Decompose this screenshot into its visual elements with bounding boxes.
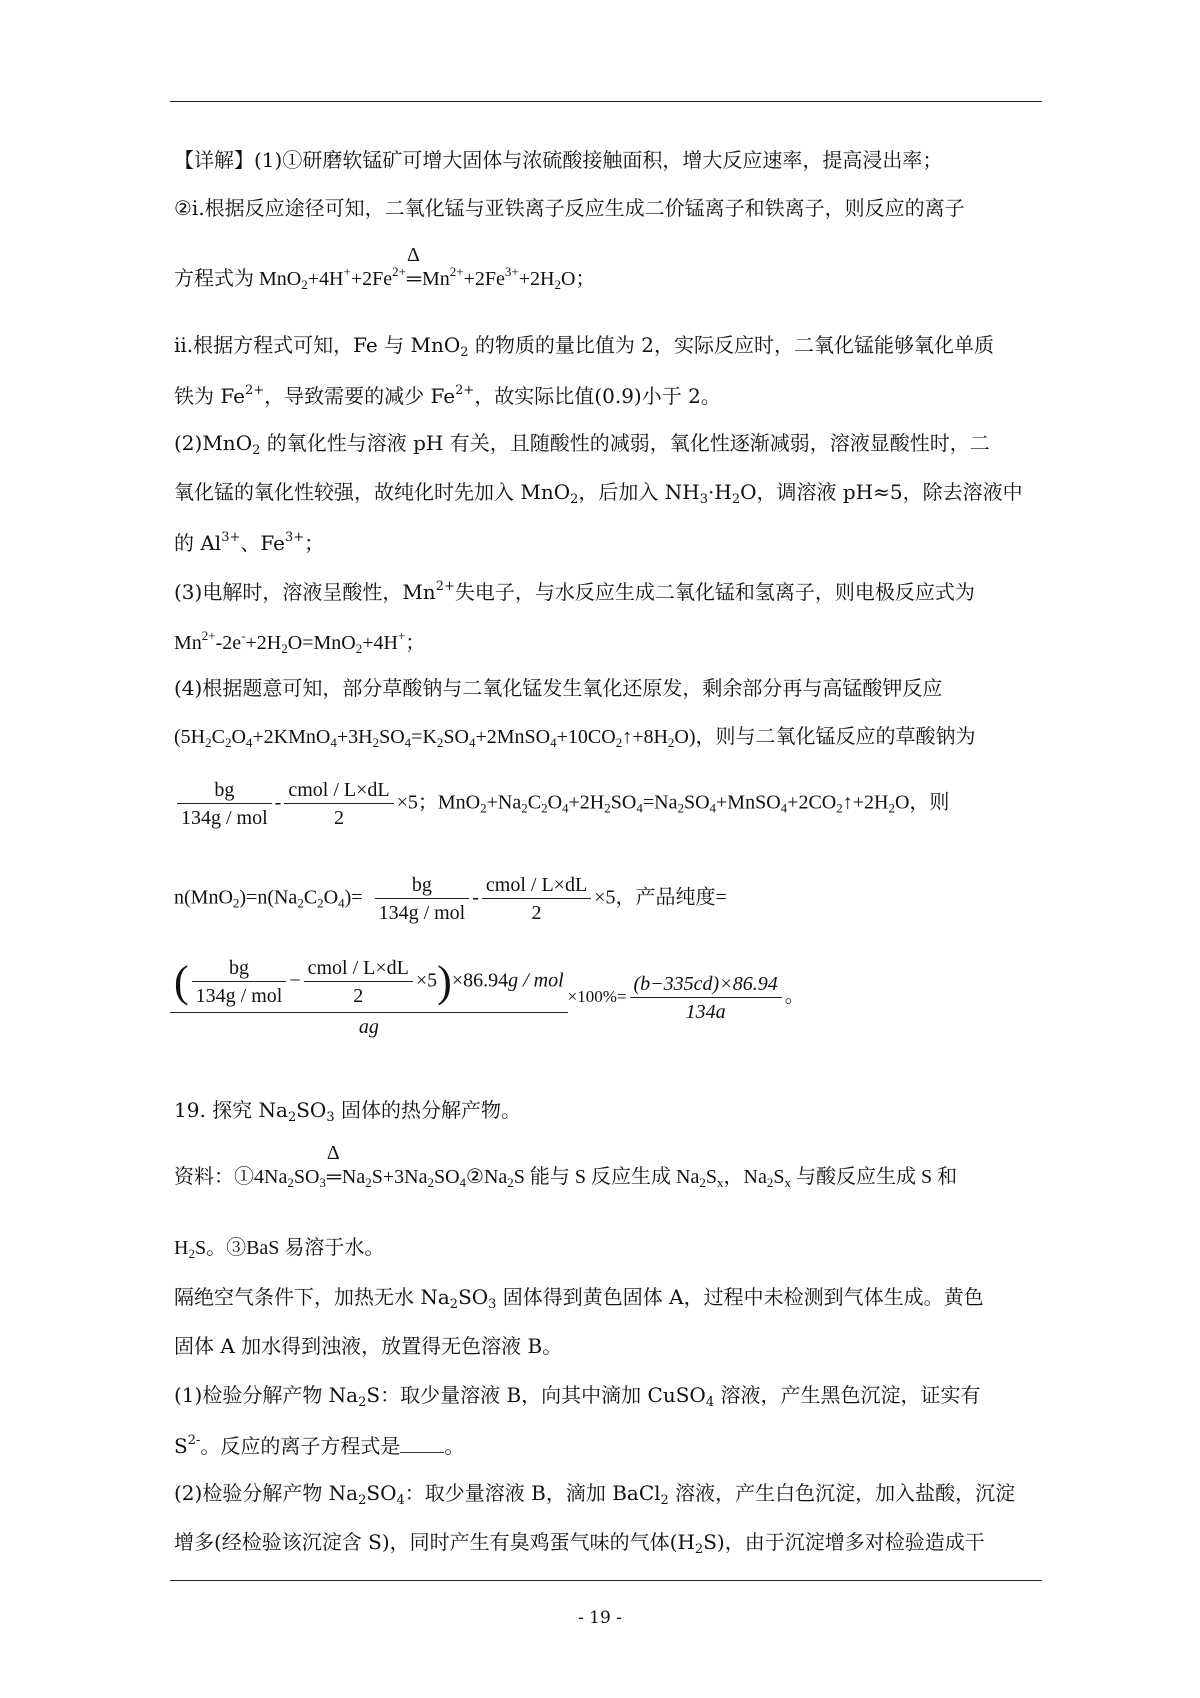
text-line: 的 $Al^{3+}$、$Fe^{3+}$； xyxy=(174,530,325,555)
text-line: $H_2S$。③BaS 易溶于水。 xyxy=(174,1237,385,1261)
text-line: 【详解】(1)①研磨软锰矿可增大固体与浓硫酸接触面积，增大反应速率，提高浸出率； xyxy=(174,148,943,172)
question-title: 19. 探究 $Na_2SO_3$ 固体的热分解产物。 xyxy=(174,1098,521,1125)
text-line: 铁为 $Fe^{2+}$，导致需要的减少 $Fe^{2+}$，故实际比值(0.9)小于 2。 xyxy=(174,383,721,408)
purity-formula: ( $\frac{bg}{\text{134g / mol}}$ − $\frac{\text{cmol / L×dL}}{2}$ ×5)×86.94g / mol ag ×100%= $\frac{(b-335cd)\times 86.94}{134a}$ 。 xyxy=(170,958,805,1037)
page-number: - 19 - xyxy=(578,1608,622,1628)
text-line: (2)MnO$_2$ 的氧化性与溶液 pH 有关，且随酸性的减弱，氧化性逐渐减弱，溶液显酸性时，二 xyxy=(174,431,990,458)
text-line: 氧化锰的氧化性较强，故纯化时先加入 MnO$_2$，后加入 $NH_3\cdot H_2O$，调溶液 pH≈5，除去溶液中 xyxy=(174,480,1023,507)
text-line: (4)根据题意可知，部分草酸钠与二氧化锰发生氧化还原发，剩余部分再与高锰酸钾反应 xyxy=(174,676,943,700)
answer-blank[interactable] xyxy=(400,1438,444,1453)
fraction: $\frac{bg}{\text{134g / mol}}$ xyxy=(192,958,287,1006)
fraction: $\frac{bg}{\text{134g / mol}}$ xyxy=(177,780,272,828)
top-rule xyxy=(170,101,1042,102)
text-line: (1)检验分解产物 $Na_2S$：取少量溶液 B，向其中滴加 CuSO$_4$ 溶液，产生黑色沉淀，证实有 xyxy=(174,1383,981,1410)
text-line: ii.根据方程式可知，Fe 与 MnO$_2$ 的物质的量比值为 2，实际反应时，二氧化锰能够氧化单质 xyxy=(174,333,994,360)
text-line: ②i.根据反应途径可知，二氧化锰与亚铁离子反应生成二价锰离子和铁离子，则反应的离子 xyxy=(174,196,965,220)
fraction: $\frac{\text{cmol / L×dL}}{2}$ xyxy=(304,958,413,1006)
formula-line: $n(MnO_2)=n(Na_2C_2O_4)=$ $\frac{bg}{\text{134g / mol}}$ - $\frac{\text{cmol / L×dL}}{2}$ ×5，产品纯度= xyxy=(174,874,727,924)
fraction: $\frac{(b-335cd)\times 86.94}{134a}$ xyxy=(630,974,782,1022)
fraction: $\frac{\text{cmol / L×dL}}{2}$ xyxy=(482,875,591,923)
formula-line: $\frac{bg}{\text{134g / mol}}$ - $\frac{\text{cmol / L×dL}}{2}$ ×5；$MnO_2+Na_2C_2O_4+2H_2SO_4=Na_2SO_4+MnSO_4+2CO_2↑+2H_2O$，则 xyxy=(174,780,949,828)
text-line: $S^{2-}$。反应的离子方程式是 。 xyxy=(174,1433,465,1458)
text-line: 固体 A 加水得到浊液，放置得无色溶液 B。 xyxy=(174,1334,563,1358)
electrode-equation: $Mn^{2+}-2e^-+2H_2O=MnO_2+4H^+$； xyxy=(174,628,426,656)
reference-data: 资料：$①4Na_2SO_3$ Δ $═Na_2S+3Na_2SO_4②Na_2S$ 能与 S 反应生成 $Na_2S_x$，$Na_2S_x$ 与酸反应生成 S 和 xyxy=(174,1142,958,1190)
ionic-equation: 方程式为 $MnO_2+4H^++2Fe^{2+}$ Δ $═Mn^{2+}+2Fe^{3+}+2H_2O$； xyxy=(174,244,596,292)
text-line: $(5H_2C_2O_4+2KMnO_4+3H_2SO_4=K_2SO_4+2MnSO_4+10CO_2↑+8H_2O)$，则与二氧化锰反应的草酸钠为 xyxy=(174,726,976,750)
text-line: 增多(经检验该沉淀含 S)，同时产生有臭鸡蛋气味的气体$(H_2S)$，由于沉淀增多对检验造成干 xyxy=(174,1530,985,1557)
fraction: $\frac{bg}{\text{134g / mol}}$ xyxy=(375,875,470,923)
text-line: 隔绝空气条件下，加热无水 $Na_2SO_3$ 固体得到黄色固体 A，过程中未检测到气体生成。黄色 xyxy=(174,1285,984,1312)
text-line: (2)检验分解产物 $Na_2SO_4$：取少量溶液 B，滴加 BaCl$_2$ 溶液，产生白色沉淀，加入盐酸，沉淀 xyxy=(174,1481,1016,1508)
fraction: ( $\frac{bg}{\text{134g / mol}}$ − $\frac{\text{cmol / L×dL}}{2}$ ×5)×86.94g / mol ag xyxy=(170,958,568,1037)
text-line: (3)电解时，溶液呈酸性，$Mn^{2+}$失电子，与水反应生成二氧化锰和氢离子，则电极反应式为 xyxy=(174,579,975,604)
fraction: $\frac{\text{cmol / L×dL}}{2}$ xyxy=(284,780,393,828)
bottom-rule xyxy=(170,1580,1042,1581)
